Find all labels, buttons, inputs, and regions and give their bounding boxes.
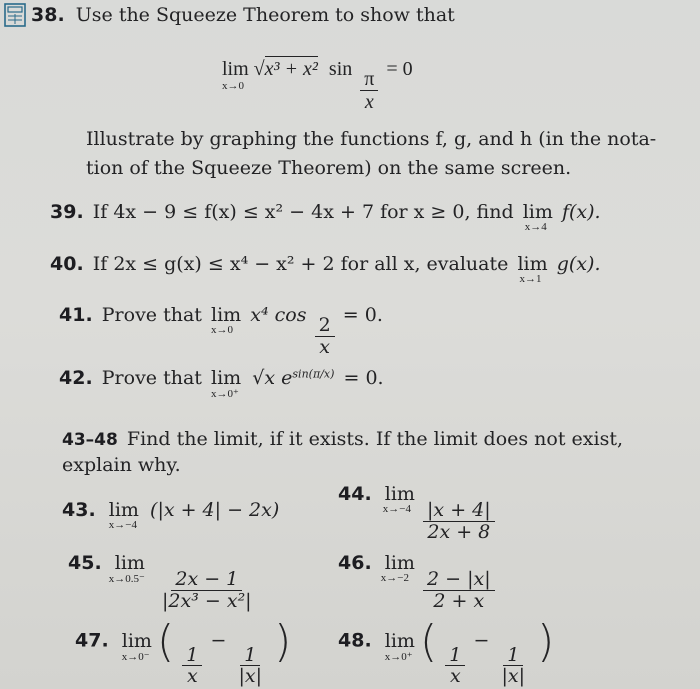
- expression: √x e: [252, 367, 293, 389]
- denominator: |x|: [501, 665, 526, 688]
- problem-text: Prove that: [101, 304, 202, 326]
- numerator: 2: [315, 315, 335, 337]
- denominator: x: [319, 335, 330, 358]
- exponent: sin(π/x): [292, 367, 335, 381]
- fraction: [423, 569, 495, 613]
- lim-operator: lim: [211, 367, 242, 389]
- problem-number: 39.: [50, 201, 84, 223]
- result: = 0: [386, 58, 413, 80]
- lim-operator: lim: [384, 552, 415, 574]
- sqrt-sign: √: [253, 58, 265, 80]
- problem-number: 43.: [62, 499, 96, 521]
- sqrt-radicand: x³ + x²: [264, 58, 318, 80]
- fraction: [423, 500, 495, 544]
- lim-subscript: x→−2: [380, 572, 409, 584]
- sin-function: sin: [328, 58, 353, 80]
- lim-operator: lim: [121, 629, 152, 652]
- lim-subscript: x→−4: [382, 503, 411, 515]
- denominator: x: [449, 665, 461, 688]
- lim-subscript: x→0⁺: [384, 650, 413, 663]
- numerator: 1: [182, 645, 202, 667]
- fraction: [360, 68, 378, 114]
- denominator: x: [186, 665, 198, 688]
- problem-text: If 4x − 9 ≤ f(x) ≤ x² − 4x + 7 for x ≥ 0, find: [92, 201, 514, 223]
- problem-number: 44.: [338, 483, 372, 505]
- instruction-text-2: explain why.: [62, 454, 181, 476]
- minus-sign: −: [210, 629, 227, 652]
- function-term: f(x).: [561, 201, 601, 223]
- lim-operator: lim: [211, 304, 242, 326]
- numerator: 1: [503, 645, 523, 667]
- problem-47: [75, 616, 292, 688]
- problem-number: 46.: [338, 552, 372, 574]
- numerator: |x + 4|: [423, 500, 495, 522]
- problem-text: Use the Squeeze Theorem to show that: [75, 4, 455, 26]
- section-instructions: [62, 428, 623, 450]
- problem-number: 47.: [75, 629, 109, 652]
- lim-subscript: x→0⁻: [121, 650, 150, 663]
- lim-subscript: x→−4: [108, 519, 137, 531]
- problem-41: [59, 304, 383, 359]
- problem-46: [338, 552, 498, 613]
- lim-operator: lim: [384, 483, 415, 505]
- lim-subscript: x→0: [211, 324, 234, 336]
- problem-text: If 2x ≤ g(x) ≤ x⁴ − x² + 2 for all x, evaluate: [92, 253, 509, 275]
- problem-43: [62, 499, 280, 531]
- lim-subscript: x→0: [222, 80, 244, 92]
- numerator: 1: [445, 645, 465, 667]
- numerator: 2 − |x|: [423, 569, 495, 591]
- lim-subscript: x→1: [519, 273, 542, 285]
- lim-subscript: x→4: [524, 221, 547, 233]
- calculator-icon: [4, 3, 26, 27]
- numerator: 2x − 1: [171, 569, 242, 591]
- denominator: |x|: [238, 665, 263, 688]
- problem-number: 38.: [31, 4, 65, 26]
- lim-operator: lim: [384, 629, 415, 652]
- lim-operator: lim: [522, 201, 553, 223]
- minus-sign: −: [473, 629, 490, 652]
- lim-operator: lim: [222, 58, 249, 80]
- right-paren: ): [537, 616, 555, 667]
- right-paren: ): [274, 616, 292, 667]
- fraction: [315, 315, 335, 359]
- problem-number: 45.: [68, 552, 102, 574]
- left-paren: (: [157, 616, 175, 667]
- denominator: |2x³ − x²|: [162, 589, 252, 612]
- problem-range: 43–48: [62, 430, 118, 450]
- numerator: 1: [240, 645, 260, 667]
- problem-text: Prove that: [101, 367, 202, 389]
- expression: (|x + 4| − 2x): [150, 499, 280, 521]
- fraction: [158, 569, 256, 613]
- function-term: g(x).: [556, 253, 601, 275]
- illustrate-line-1: Illustrate by graphing the functions f, g, and h (in the nota-: [86, 128, 657, 150]
- result: = 0.: [343, 367, 384, 389]
- denominator: x: [364, 91, 374, 113]
- left-paren: (: [420, 616, 438, 667]
- fraction-1: [445, 645, 465, 689]
- problem-38: [31, 4, 455, 26]
- illustrate-line-2: tion of the Squeeze Theorem) on the same screen.: [86, 157, 572, 179]
- lim-operator: lim: [517, 253, 548, 275]
- lim-subscript: x→0.5⁻: [108, 573, 145, 585]
- lim-operator: lim: [108, 499, 139, 521]
- denominator: 2 + x: [433, 589, 485, 612]
- problem-39: [50, 201, 601, 233]
- problem-44: [338, 483, 498, 544]
- problem-number: 41.: [59, 304, 93, 326]
- lim-subscript: x→0⁺: [211, 388, 239, 400]
- expression: x⁴ cos: [250, 304, 307, 326]
- problem-38-expression: [222, 58, 413, 114]
- problem-42: [59, 367, 384, 400]
- fraction-2: [498, 645, 530, 689]
- problem-number: 40.: [50, 253, 84, 275]
- result: = 0.: [342, 304, 383, 326]
- numerator: π: [360, 68, 378, 91]
- fraction-2: [235, 645, 267, 689]
- instruction-text: Find the limit, if it exists. If the limit does not exist,: [126, 428, 623, 450]
- problem-45: [68, 552, 259, 613]
- problem-number: 48.: [338, 629, 372, 652]
- problem-40: [50, 253, 601, 285]
- lim-operator: lim: [114, 552, 145, 574]
- fraction-1: [182, 645, 202, 689]
- denominator: 2x + 8: [427, 520, 491, 543]
- problem-48: [338, 616, 555, 688]
- problem-number: 42.: [59, 367, 93, 389]
